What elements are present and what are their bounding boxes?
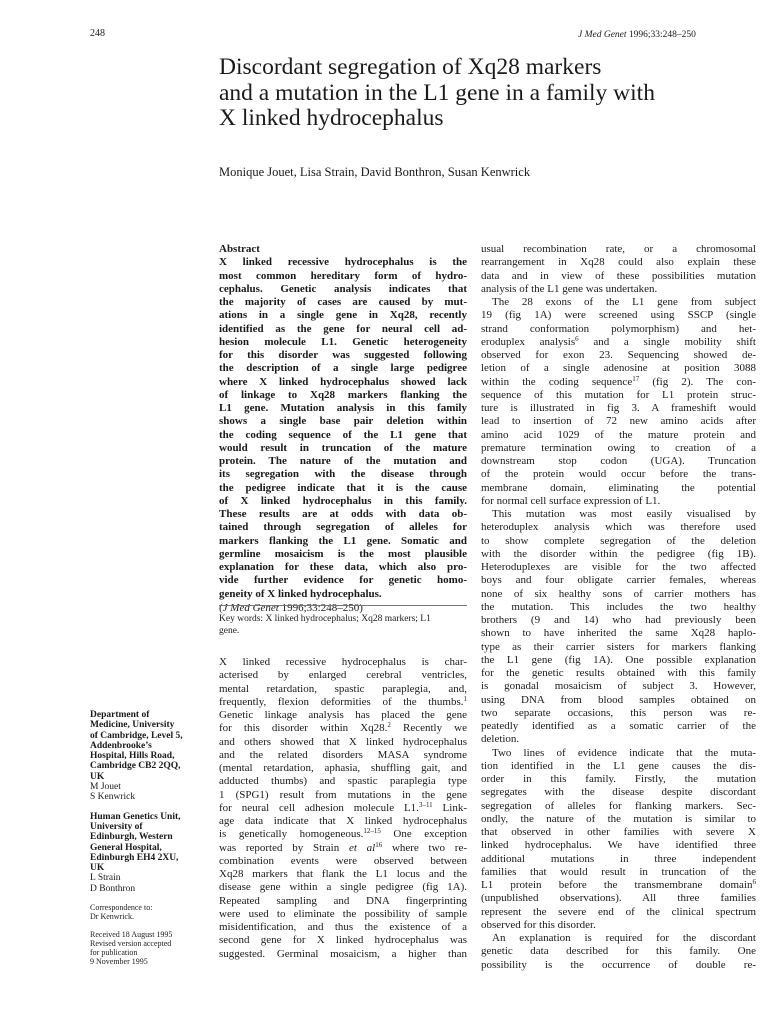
abstract-line: the pedigree indicate that it is the cause (219, 481, 467, 494)
text-line: tion identified in the L1 gene causes the dis- (481, 759, 756, 772)
text-line: segregation of alleles for flanking markers. Sec- (481, 799, 756, 812)
abstract-line: its segregation with the disease through (219, 468, 467, 481)
title-line: X linked hydrocephalus (219, 105, 444, 131)
affiliation-edinburgh: Human Genetics Unit, University of Edinburgh, Western General Hospital, Edinburgh EH4 2XU, UK L Strain D Bonthron (90, 812, 214, 894)
reference-superscript: 3–11 (418, 800, 433, 809)
author-initials: L Strain (90, 873, 121, 884)
text-line: that observed in other families with severe X (481, 826, 756, 838)
text-line: adducted thumbs) and spastic paraplegia type (219, 775, 467, 788)
text-line: The 28 exons of the L1 gene from subject (492, 296, 756, 308)
received-dates: Received 18 August 1995 Revised version accepted for publication 9 November 1995 (90, 930, 173, 967)
text-line: acterised by enlarged cerebral ventricles, (219, 669, 467, 682)
abstract-citation: (J Med Genet 1996;33:248–250) (219, 601, 363, 614)
text-line: letion of a single adenosine at position 3088 (481, 362, 756, 375)
affiliations-sidebar (90, 710, 214, 975)
text-line: Two lines of evidence indicate that the muta- (492, 746, 756, 759)
text-line: were used to eliminate the possibility of sample (219, 907, 467, 920)
title-line: Discordant segregation of Xq28 markers (219, 54, 602, 80)
text-line: additional mutations in three independent (481, 852, 756, 865)
text-line: misidentification, and thus the existence of a (219, 921, 467, 933)
text-line: (unpublished observations). All three families (481, 892, 756, 905)
text-line: within the coding sequence$^{17}$ (fig 2). The con- (481, 374, 756, 388)
text-line: data and in view of these possibilities mutation (481, 269, 756, 282)
abstract-line: X linked recessive hydrocephalus is the (219, 256, 467, 269)
text-line: 1 (SPG1) result from mutations in the gene (219, 788, 467, 801)
body-text-right-column (481, 243, 756, 972)
text-line: An explanation is required for the discordant (492, 932, 756, 944)
abstract-line: hesion molecule L1. Genetic heterogeneity (219, 335, 467, 348)
abstract-line: ations in a single gene in Xq28, recently (219, 309, 467, 322)
text-line: Heteroduplexes are visible for the two affected (481, 561, 756, 573)
text-line: is gonadal mosaicism of subject 3. However, (481, 680, 756, 693)
text-line: peatedly identified as a somatic carrier of the (481, 720, 756, 732)
abstract-section (219, 243, 467, 615)
abstract-line: explanation for these data, which also pro- (219, 561, 467, 573)
keywords-divider (219, 605, 467, 606)
keywords (219, 614, 467, 637)
abstract-line: L1 gene. Mutation analysis in this family (219, 402, 467, 414)
reference-superscript: 16 (375, 840, 383, 849)
abstract-line: identified as the gene for neural cell ad- (219, 322, 467, 335)
text-line: two separate occasions, this person was re- (481, 706, 756, 719)
text-line: combination events were observed between (219, 854, 467, 867)
author-initials: M Jouet (90, 782, 121, 793)
abstract-line: of linkage to Xq28 markers flanking the (219, 388, 467, 401)
text-line: strand conformation polymorphism) and het- (481, 322, 756, 335)
abstract-line: of X linked hydrocephalus in this family. (219, 494, 467, 507)
reference-superscript: 1 (463, 694, 467, 703)
text-line: deletion. (481, 733, 520, 746)
text-line: for the genetic results obtained with this family (481, 667, 756, 679)
text-line: heteroduplex analysis which was therefore used (481, 521, 756, 534)
text-line: type as their carrier sisters for markers flanking (481, 640, 756, 653)
text-line: none of six healthy sons of carrier mothers has (481, 587, 756, 600)
introduction-text (219, 656, 467, 961)
text-line: represent the severe end of the clinical spectrum (481, 905, 756, 918)
correspondence: Correspondence to: Dr Kenwrick. (90, 903, 153, 922)
abstract-line: the description of a single large pedigree (219, 362, 467, 375)
abstract-body (219, 256, 467, 601)
text-line: lead to insertion of 72 new amino acids after (481, 415, 756, 428)
journal-volume-pages: 1996;33:248–250 (626, 30, 696, 40)
abstract-line: the coding sequence of the L1 gene that (219, 428, 467, 441)
text-line: rearrangement in Xq28 could also explain these (481, 256, 756, 269)
text-line: families that would result in truncation of the (481, 865, 756, 878)
text-line: to show complete segregation of the deletion (481, 534, 756, 547)
text-line: and the related disorders MASA syndrome (219, 748, 467, 761)
page-number: 248 (90, 28, 105, 39)
text-line: possibility is the occurrence of double re- (481, 958, 756, 971)
text-line: observed for this disorder. (481, 918, 596, 931)
citation-ref: 1996;33:248–250) (278, 601, 363, 614)
text-line: premature termination owing to creation of a (481, 441, 756, 454)
text-line: sequence of this mutation for L1 protein struc- (481, 388, 756, 401)
reference-superscript: 6 (575, 334, 579, 343)
authors: Monique Jouet, Lisa Strain, David Bonthron, Susan Kenwrick (219, 165, 531, 179)
text-line: Repeated sampling and DNA fingerprinting (219, 894, 467, 907)
abstract-line: These results are at odds with data ob- (219, 508, 467, 520)
abstract-line: tained through segregation of alleles for (219, 521, 467, 534)
article-title (219, 55, 739, 132)
abstract-heading: Abstract (219, 243, 260, 255)
text-line: mental retardation, spastic paraplegia, and, (219, 682, 467, 695)
text-line: linked hydrocephalus. We have identified three (481, 839, 756, 852)
text-line: frequently, flexion deformities of the thumbs.$^1$ (219, 694, 467, 708)
abstract-line: germline mosaicism is the most plausible (219, 547, 467, 560)
abstract-line: for this disorder was suggested following (219, 349, 467, 361)
text-line: brothers (9 and 14) who had previously been (481, 614, 756, 626)
abstract-line: markers flanking the L1 gene. Somatic and (219, 534, 467, 547)
affiliation-cambridge: Department of Medicine, University of Cambridge, Level 5, Addenbrooke’s Hospital, Hills Road, Cambridge CB2 2QQ, UK M Jouet S Kenwrick (90, 710, 214, 803)
text-line: This mutation was most easily visualised by (492, 508, 756, 520)
journal-name: J Med Genet (578, 30, 627, 40)
text-line: is genetically homogeneous.$^{12-15}$ One exception (219, 827, 467, 841)
keywords-line: gene. (219, 625, 240, 636)
text-line: segregates with the disease despite discordant (481, 786, 756, 799)
abstract-line: shows a single base pair deletion within (219, 415, 467, 428)
reference-superscript: 12–15 (363, 827, 381, 836)
text-line: genetic data described for this family. One (481, 945, 756, 958)
reference-superscript: 17 (632, 374, 640, 383)
text-line: Xq28 markers that flank the L1 locus and the (219, 868, 467, 880)
citation-journal: J Med Genet (222, 601, 279, 614)
text-line: for neural cell adhesion molecule L1.$^{3-11}$ Link- (219, 800, 467, 814)
title-line: and a mutation in the L1 gene in a family with (219, 79, 655, 106)
text-line: downstream stop codon (UGA). Truncation (481, 455, 756, 467)
abstract-line: most common hereditary form of hydro- (219, 269, 467, 282)
text-line: age data indicate that X linked hydrocephalus (219, 815, 467, 827)
text-line: order in this family. Firstly, the mutation (481, 773, 756, 785)
abstract-line: the majority of cases are caused by mut- (219, 296, 467, 308)
text-line: with the disorder within the pedigree (fig 1B). (481, 547, 756, 560)
abstract-line: protein. The nature of the mutation and (219, 455, 467, 467)
text-line: the mutation. This includes the two healthy (481, 600, 756, 613)
text-line: L1 protein before the transmembrane domain$^6$ (481, 878, 756, 891)
text-line: for normal cell surface expression of L1. (481, 494, 661, 507)
keywords-line: Key words: X linked hydrocephalus; Xq28 markers; L1 (219, 614, 431, 624)
abstract-line: geneity of X linked hydrocephalus. (219, 587, 382, 600)
abstract-line: would result in truncation of the mature (219, 441, 467, 454)
abstract-line: cephalus. Genetic analysis indicates that (219, 282, 467, 295)
text-line: using DNA from blood samples obtained on (481, 693, 756, 706)
reference-superscript: 6 (752, 878, 756, 886)
journal-citation (578, 30, 696, 40)
text-line: and others showed that X linked hydrocephalus (219, 735, 467, 748)
text-line: second gene for X linked hydrocephalus was (219, 934, 467, 947)
text-line: of the protein would occur before the trans- (481, 468, 756, 481)
text-line: boys and four obligate carrier females, whereas (481, 574, 756, 587)
abstract-line: where X linked hydrocephalus showed lack (219, 375, 467, 388)
text-line: X linked recessive hydrocephalus is char- (219, 656, 467, 668)
author-initials: D Bonthron (90, 883, 136, 894)
text-line: (mental retardation, aphasia, shuffling gait, and (219, 762, 467, 774)
text-line: amino acid 1029 of the mature protein and (481, 428, 756, 441)
text-line: usual recombination rate, or a chromosomal (481, 243, 756, 255)
text-line: 19 (fig 1A) were screened using SSCP (single (481, 309, 756, 322)
text-line: ture is illustrated in fig 3. A frameshift would (481, 402, 756, 414)
text-line: suggested. Germinal mosaicism, a higher than (219, 947, 467, 960)
text-line: was reported by Strain et $al^{16}$ where two re- (219, 840, 467, 854)
author-initials: S Kenwrick (90, 792, 136, 803)
text-line: observed for exon 23. Sequencing showed de- (481, 349, 756, 361)
text-line: shown to have inherited the same Xq28 haplo- (481, 627, 756, 640)
text-line: analysis of the L1 gene was undertaken. (481, 282, 658, 295)
text-line: the L1 gene (fig 1A). One possible explanation (481, 653, 756, 666)
text-line: disease gene within a single pedigree (fig 1A). (219, 881, 467, 894)
text-line: membrane domain, eliminating the potential (481, 481, 756, 494)
abstract-line: vide further evidence for genetic homo- (219, 574, 467, 587)
reference-superscript: 2 (387, 721, 391, 730)
text-line: Genetic linkage analysis has placed the gene (219, 709, 467, 721)
text-line: eroduplex analysis$^6$ and a single mobility shift (481, 334, 756, 348)
text-line: for this disorder within Xq28.$^2$ Recently we (219, 721, 467, 735)
text-line: ondly, the nature of the mutation is similar to (481, 812, 756, 825)
